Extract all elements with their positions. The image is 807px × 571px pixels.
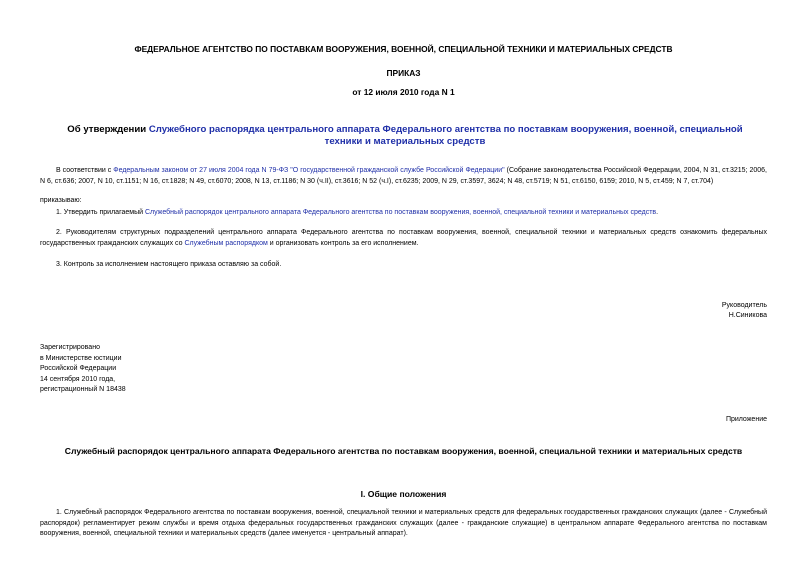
federal-law-link[interactable]: Федеральным законом от 27 июля 2004 года N 79-ФЗ "О государственной гражданской службе Российской Федерации" — [113, 167, 505, 174]
agency-header: ФЕДЕРАЛЬНОЕ АГЕНТСТВО ПО ПОСТАВКАМ ВООРУЖЕНИЯ, ВОЕННОЙ, СПЕЦИАЛЬНОЙ ТЕХНИКИ И МАТЕРИАЛЬНЫХ СРЕДСТВ — [134, 44, 673, 54]
item-2-end: и организовать контроль за его исполнением. — [267, 239, 419, 247]
appendix-paragraph-1: 1. Служебный распорядок Федерального агентства по поставкам вооружения, военной, специальной техники и материальных средств для федеральных государственных гражданских служащих (далее - Служебный распорядок) регламентирует режим службы и время отдыха федеральных государственных гражданских служащих (далее - гражданские служащие) в центральном аппарате Федерального агентства по поставкам вооружения, военной, специальной техники и материальных средств (далее именуется - центральный аппарат). — [40, 509, 767, 537]
registration-line: Зарегистрировано — [40, 344, 100, 351]
signature-position: Руководитель — [721, 302, 767, 309]
preamble-paragraph — [40, 166, 767, 187]
item-3: 3. Контроль за исполнением настоящего приказа оставляю за собой. — [56, 261, 282, 268]
preamble-text-2: (Собрание законодательства Российской Федерации, 2004, N 31, ст.3215; 2006, N 6, ст.636; 2007, N 10, ст.1151; N 16, ст.1828; N 49, ст.6070; 2008, N 13, ст.1186; N 30 (ч.II), ст.3616; N 52 (ч.I), ст.6235; 2009, N 29, ст.3597, 3624; N 48, ст.5719; N 51, ст.6150, 6159; 2010, N 5, ст.459; N 7, ст.704) — [40, 167, 768, 185]
doc-type-title: ПРИКАЗ — [386, 68, 421, 78]
preamble-text-1: В соответствии с — [56, 167, 114, 174]
registration-line: в Министерстве юстиции — [40, 354, 122, 362]
subject-prefix: Об утверждении — [67, 124, 149, 135]
appendix-title: Служебный распорядок центрального аппарата Федерального агентства по поставкам вооружения, военной, специальной техники и материальных средств — [64, 446, 743, 456]
item-1-end: . — [656, 209, 659, 216]
subject-link[interactable]: Служебного распорядка центрального аппарата Федерального агентства по поставкам вооружения, военной, специальной техники и материальных средств — [148, 124, 743, 147]
appendix-label: Приложение — [725, 416, 767, 423]
registration-line: Российской Федерации — [40, 365, 117, 372]
signature-name: Н.Синикова — [728, 312, 767, 319]
item-2 — [40, 228, 767, 249]
item-1-text: 1. Утвердить прилагаемый — [56, 209, 145, 216]
doc-subject — [60, 124, 750, 148]
order-word: приказываю: — [40, 197, 82, 204]
registration-line: регистрационный N 18438 — [40, 386, 126, 393]
item-2-text: 2. Руководителям структурных подразделений центрального аппарата Федерального агентства по поставкам вооружения, военной, специальной техники и материальных средств ознакомить федеральных государственных гражданских служащих со — [40, 229, 767, 247]
section-title: I. Общие положения — [360, 489, 447, 499]
item-1 — [40, 208, 767, 219]
item-2-link[interactable]: Служебным распорядком — [184, 239, 268, 247]
doc-date-number: от 12 июля 2010 года N 1 — [352, 87, 455, 97]
registration-block — [40, 343, 126, 396]
item-1-link[interactable]: Служебный распорядок центрального аппарата Федерального агентства по поставкам вооружения, военной, специальной техники и материальных средств — [144, 209, 657, 216]
registration-line: 14 сентября 2010 года, — [40, 375, 116, 383]
